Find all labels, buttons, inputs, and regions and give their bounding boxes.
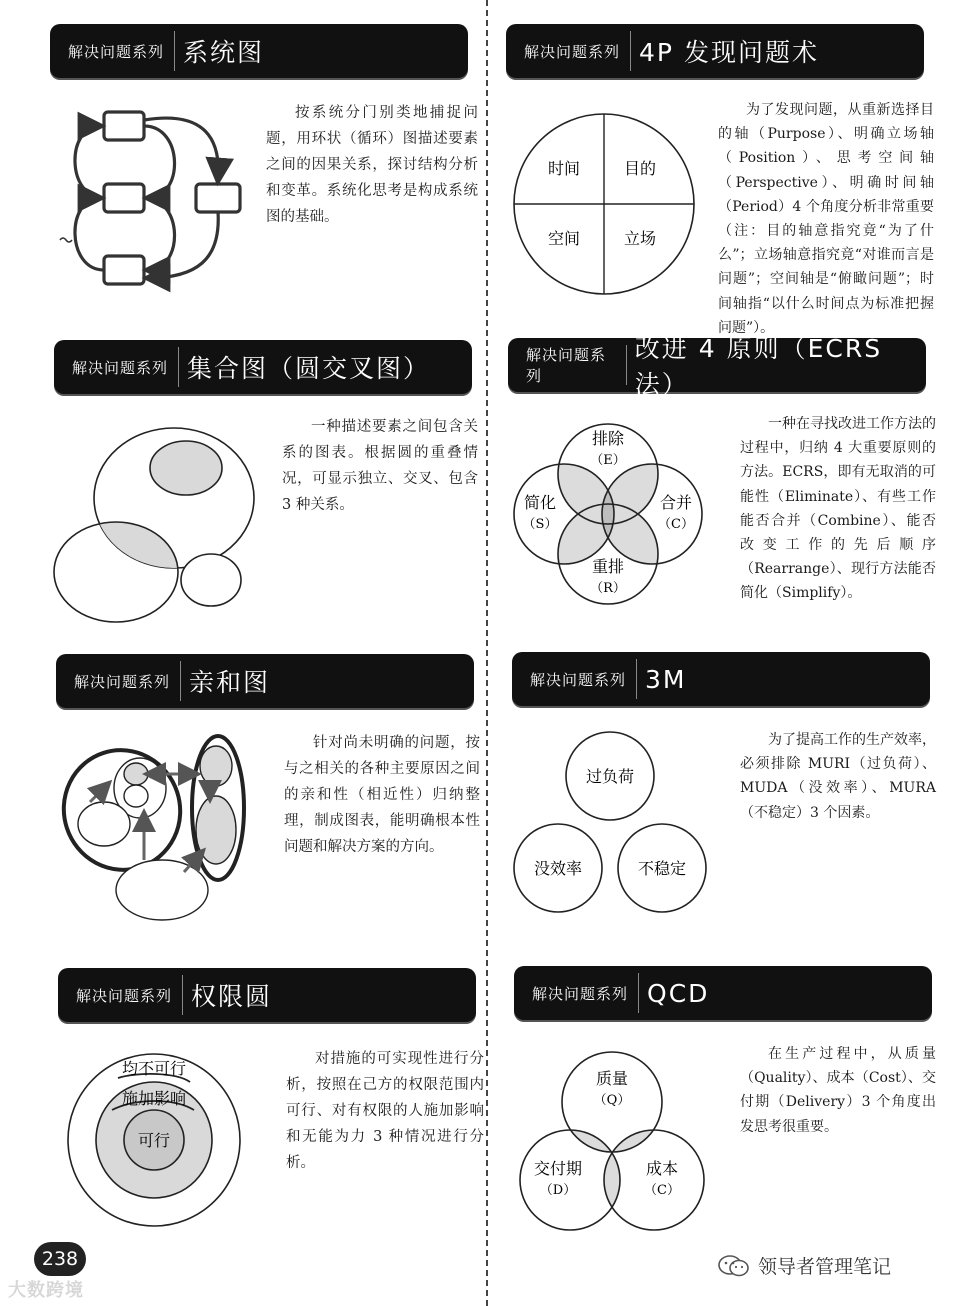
section-title: 权限圆 — [191, 982, 273, 1011]
section-qcd — [514, 966, 932, 1020]
qcd-figure — [514, 1050, 710, 1240]
series-label: 解决问题系列 — [76, 986, 173, 1005]
section-title: 4P 发现问题术 — [639, 38, 819, 67]
section-title-bar — [512, 652, 930, 706]
ecrs-text: 一种在寻找改进工作方法的过程中，归纳 4 大重要原则的方法。ECRS，即有无取消的可能性（Eliminate）、有些工作能否合并（Combine）、能否改变工作的先后顺序（Rearrange）、现行方法能否简化（Simplify）。 — [740, 416, 936, 602]
section-title: 系统图 — [183, 38, 265, 67]
label-purpose: 目的 — [623, 159, 657, 178]
label-quality: 质量 — [595, 1069, 629, 1088]
label-delivery-code: （D） — [539, 1183, 577, 1198]
section-title: 亲和图 — [189, 668, 271, 697]
section-title: 集合图（圆交叉图） — [187, 354, 431, 383]
system-diagram-text: 按系统分门别类地捕捉问题，用环状（循环）图描述要素之间的因果关系，探讨结构分析和变革。系统化思考是构成系统图的基础。 — [266, 105, 478, 225]
label-quality-code: （Q） — [593, 1093, 631, 1108]
series-label: 解决问题系列 — [532, 984, 629, 1003]
label-space: 空间 — [547, 229, 581, 248]
label-overload: 过负荷 — [585, 767, 635, 786]
series-label: 解决问题系列 — [526, 346, 607, 385]
label-not-feasible: 均不可行 — [121, 1059, 187, 1078]
four-p-figure — [512, 112, 698, 298]
affinity-text: 针对尚未明确的问题，按与之相关的各种主要原因之间的亲和性（相近性）归纳整理，制成图表，能明确根本性问题和解决方案的方向。 — [284, 735, 480, 855]
label-instability: 不稳定 — [637, 859, 687, 878]
section-set-diagram — [54, 340, 474, 400]
series-label: 解决问题系列 — [72, 358, 169, 377]
column-divider — [486, 0, 488, 1306]
section-title: 3M — [645, 664, 687, 694]
section-title: 改进 4 原则（ECRS 法） — [634, 334, 883, 399]
label-combine-code: （C） — [658, 517, 694, 532]
section-title: QCD — [647, 978, 710, 1008]
label-combine: 合并 — [659, 493, 693, 512]
watermark-right — [718, 1252, 891, 1279]
page-number: 238 — [34, 1242, 86, 1276]
three-m-text: 为了提高工作的生产效率，必须排除 MURI（过负荷）、MUDA（没效率）、MURA（不稳定）3 个因素。 — [740, 732, 936, 821]
section-affinity — [56, 654, 476, 714]
watermark-left: 大数跨境 — [8, 1280, 84, 1301]
label-cost: 成本 — [645, 1159, 679, 1178]
series-label: 解决问题系列 — [530, 670, 627, 689]
label-eliminate-code: （E） — [590, 453, 626, 468]
watermark-right-text: 领导者管理笔记 — [758, 1256, 892, 1278]
section-title-bar — [54, 340, 472, 394]
label-influence: 施加影响 — [121, 1089, 187, 1108]
ecrs-figure — [510, 420, 706, 610]
affinity-figure — [60, 732, 260, 922]
system-diagram-figure — [56, 100, 256, 300]
label-rearrange-code: （R） — [590, 581, 626, 596]
label-rearrange: 重排 — [591, 557, 625, 576]
qcd-text: 在生产过程中，从质量（Quality）、成本（Cost）、交付期（Delivery）3 个角度出发思考很重要。 — [740, 1046, 936, 1135]
label-simplify-code: （S） — [522, 517, 558, 532]
section-ecrs — [508, 334, 928, 399]
authority-text: 对措施的可实现性进行分析，按照在己方的权限范围内可行、对有权限的人施加影响和无能为力 3 种情况进行分析。 — [286, 1051, 484, 1171]
section-title-bar — [514, 966, 932, 1020]
three-m-figure — [514, 730, 710, 916]
label-cost-code: （C） — [644, 1183, 680, 1198]
section-title-bar — [58, 968, 476, 1022]
section-title-bar — [50, 24, 468, 78]
label-inefficiency: 没效率 — [533, 859, 583, 878]
label-simplify: 简化 — [523, 493, 557, 512]
series-label: 解决问题系列 — [524, 42, 621, 61]
set-diagram-text: 一种描述要素之间包含关系的图表。根据圆的重叠情况，可显示独立、交叉、包含 3 种关系。 — [282, 419, 478, 513]
label-delivery: 交付期 — [533, 1159, 583, 1178]
section-title-bar — [56, 654, 474, 708]
wechat-icon — [718, 1255, 750, 1277]
section-title-bar — [506, 24, 924, 78]
label-position: 立场 — [623, 229, 657, 248]
four-p-text: 为了发现问题，从重新选择目的轴（Purpose）、明确立场轴（Position）、思考空间轴（Perspective）、明确时间轴（Period）4 个角度分析非常重要（注：目的轴意指究竟“为了什么”；立场轴意指究竟“对谁而言是问题”；空间轴是“俯瞰问题”；时间轴指“以什么时间点为标准把握问题”）。 — [718, 102, 934, 336]
label-time: 时间 — [547, 159, 581, 178]
series-label: 解决问题系列 — [68, 42, 165, 61]
label-feasible: 可行 — [137, 1131, 171, 1150]
authority-figure — [66, 1052, 256, 1232]
section-authority — [58, 968, 478, 1028]
label-eliminate: 排除 — [591, 429, 625, 448]
section-3m — [512, 652, 930, 706]
section-4p — [506, 24, 926, 78]
series-label: 解决问题系列 — [74, 672, 171, 691]
section-title-bar — [508, 334, 926, 399]
set-diagram-figure — [56, 420, 256, 620]
